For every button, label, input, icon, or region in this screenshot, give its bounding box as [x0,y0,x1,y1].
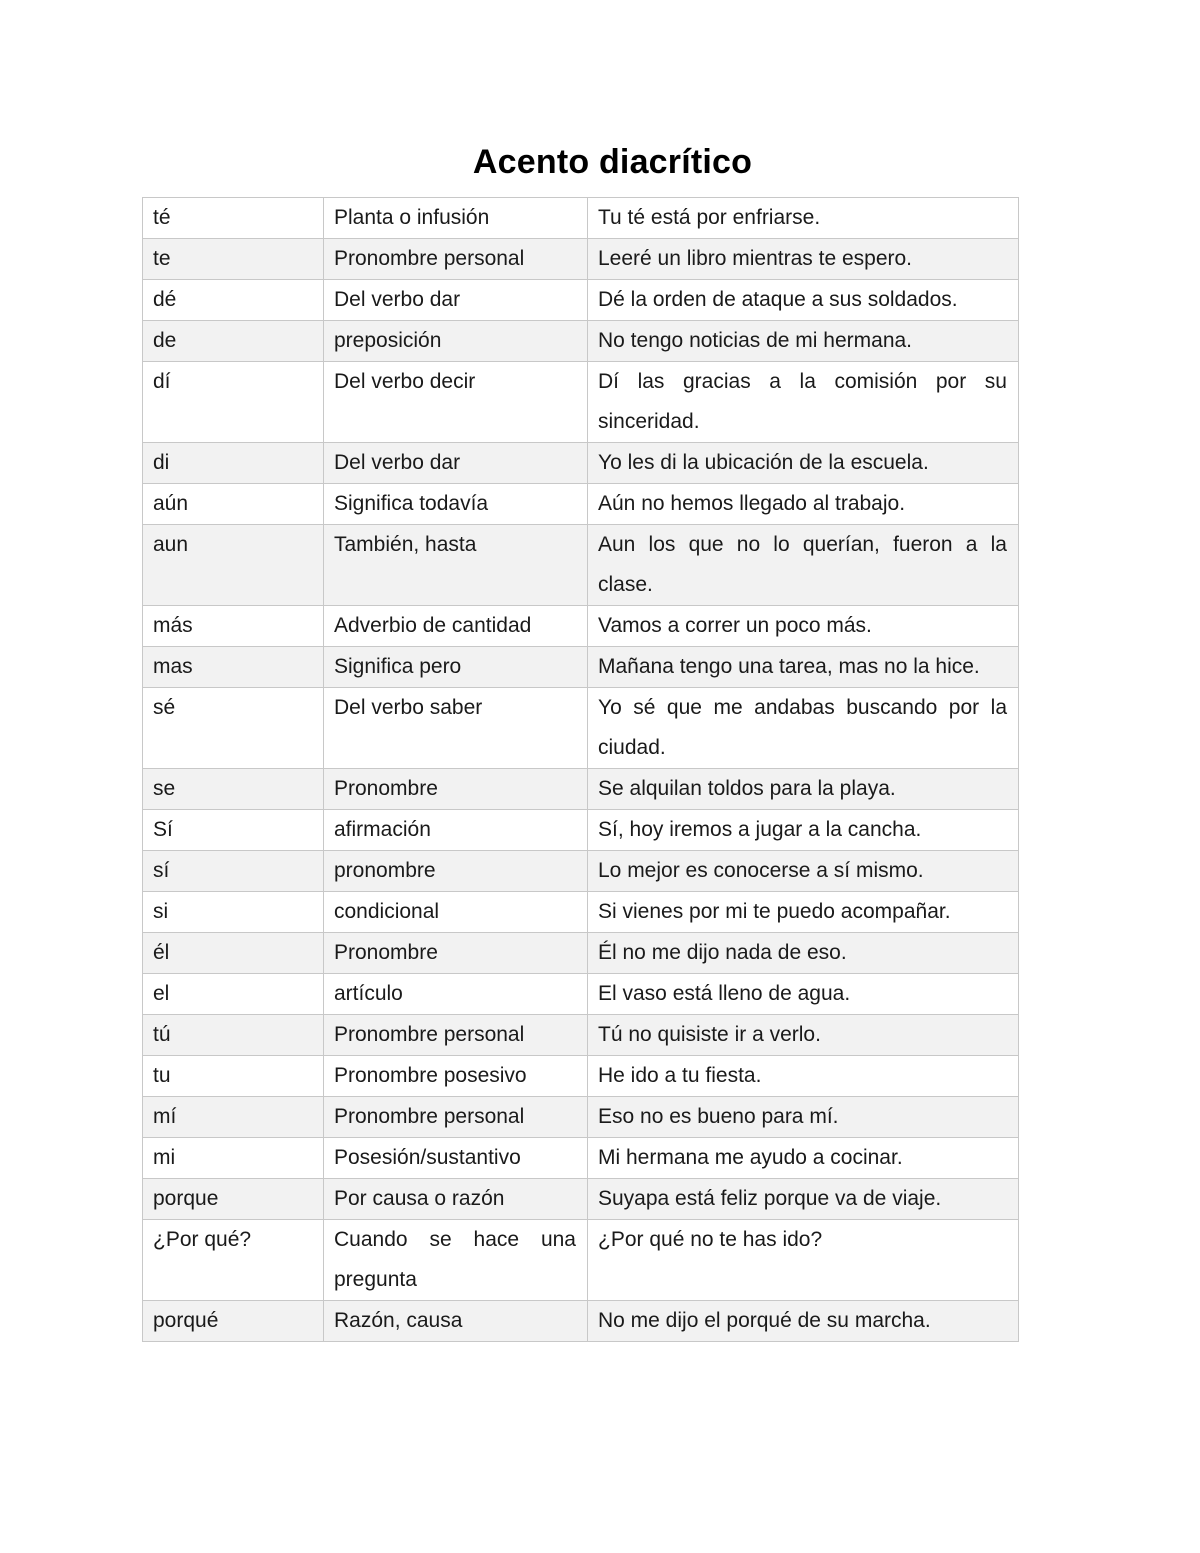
table-row [143,851,1019,892]
example-cell: Dé la orden de ataque a sus soldados. [588,280,1019,321]
meaning-cell: Cuando se hace una pregunta [324,1220,588,1301]
word-cell: si [143,892,324,933]
example-cell: No me dijo el porqué de su marcha. [588,1301,1019,1342]
word-cell: Sí [143,810,324,851]
meaning-cell: artículo [324,974,588,1015]
example-cell: El vaso está lleno de agua. [588,974,1019,1015]
meaning-cell: Pronombre [324,933,588,974]
meaning-cell: preposición [324,321,588,362]
diacritic-table [142,197,1019,1342]
meaning-cell: Pronombre [324,769,588,810]
example-cell: Mañana tengo una tarea, mas no la hice. [588,647,1019,688]
meaning-cell: Significa todavía [324,484,588,525]
word-cell: tu [143,1056,324,1097]
table-row [143,1056,1019,1097]
meaning-cell: pronombre [324,851,588,892]
meaning-cell: condicional [324,892,588,933]
example-cell: Tu té está por enfriarse. [588,198,1019,239]
meaning-cell: Adverbio de cantidad [324,606,588,647]
table-row [143,1179,1019,1220]
table-row [143,810,1019,851]
word-cell: de [143,321,324,362]
meaning-cell: Pronombre posesivo [324,1056,588,1097]
table-row [143,362,1019,443]
table-row [143,321,1019,362]
meaning-cell: Razón, causa [324,1301,588,1342]
table-row [143,688,1019,769]
table-row [143,606,1019,647]
meaning-cell: Del verbo saber [324,688,588,769]
example-cell: Aún no hemos llegado al trabajo. [588,484,1019,525]
table-row [143,484,1019,525]
table-row [143,933,1019,974]
table-row [143,892,1019,933]
word-cell: sí [143,851,324,892]
example-cell: Aun los que no lo querían, fueron a la clase. [588,525,1019,606]
example-cell: Leeré un libro mientras te espero. [588,239,1019,280]
word-cell: mí [143,1097,324,1138]
table-row [143,1301,1019,1342]
example-cell: ¿Por qué no te has ido? [588,1220,1019,1301]
table-row [143,525,1019,606]
word-cell: dé [143,280,324,321]
diacritic-table-body [143,198,1019,1342]
word-cell: dí [143,362,324,443]
table-row [143,974,1019,1015]
example-cell: Se alquilan toldos para la playa. [588,769,1019,810]
example-cell: Dí las gracias a la comisión por su sinceridad. [588,362,1019,443]
example-cell: No tengo noticias de mi hermana. [588,321,1019,362]
word-cell: te [143,239,324,280]
example-cell: Si vienes por mi te puedo acompañar. [588,892,1019,933]
word-cell: se [143,769,324,810]
example-cell: Yo les di la ubicación de la escuela. [588,443,1019,484]
word-cell: porque [143,1179,324,1220]
table-row [143,198,1019,239]
word-cell: di [143,443,324,484]
meaning-cell: Del verbo dar [324,443,588,484]
word-cell: aún [143,484,324,525]
meaning-cell: Pronombre personal [324,239,588,280]
meaning-cell: También, hasta [324,525,588,606]
word-cell: tú [143,1015,324,1056]
word-cell: más [143,606,324,647]
word-cell: ¿Por qué? [143,1220,324,1301]
table-row [143,1220,1019,1301]
table-row [143,1097,1019,1138]
example-cell: Vamos a correr un poco más. [588,606,1019,647]
document-title: Acento diacrítico [472,142,753,181]
meaning-cell: afirmación [324,810,588,851]
word-cell: mi [143,1138,324,1179]
example-cell: Sí, hoy iremos a jugar a la cancha. [588,810,1019,851]
example-cell: Él no me dijo nada de eso. [588,933,1019,974]
word-cell: mas [143,647,324,688]
word-cell: él [143,933,324,974]
table-row [143,769,1019,810]
meaning-cell: Pronombre personal [324,1015,588,1056]
example-cell: Yo sé que me andabas buscando por la ciudad. [588,688,1019,769]
example-cell: Eso no es bueno para mí. [588,1097,1019,1138]
meaning-cell: Posesión/sustantivo [324,1138,588,1179]
word-cell: el [143,974,324,1015]
example-cell: Mi hermana me ayudo a cocinar. [588,1138,1019,1179]
word-cell: té [143,198,324,239]
table-row [143,280,1019,321]
example-cell: He ido a tu fiesta. [588,1056,1019,1097]
example-cell: Lo mejor es conocerse a sí mismo. [588,851,1019,892]
example-cell: Tú no quisiste ir a verlo. [588,1015,1019,1056]
table-row [143,443,1019,484]
meaning-cell: Del verbo decir [324,362,588,443]
table-row [143,1138,1019,1179]
example-cell: Suyapa está feliz porque va de viaje. [588,1179,1019,1220]
table-row [143,239,1019,280]
meaning-cell: Por causa o razón [324,1179,588,1220]
table-row [143,1015,1019,1056]
meaning-cell: Pronombre personal [324,1097,588,1138]
meaning-cell: Planta o infusión [324,198,588,239]
word-cell: aun [143,525,324,606]
meaning-cell: Significa pero [324,647,588,688]
meaning-cell: Del verbo dar [324,280,588,321]
table-row [143,647,1019,688]
word-cell: sé [143,688,324,769]
word-cell: porqué [143,1301,324,1342]
